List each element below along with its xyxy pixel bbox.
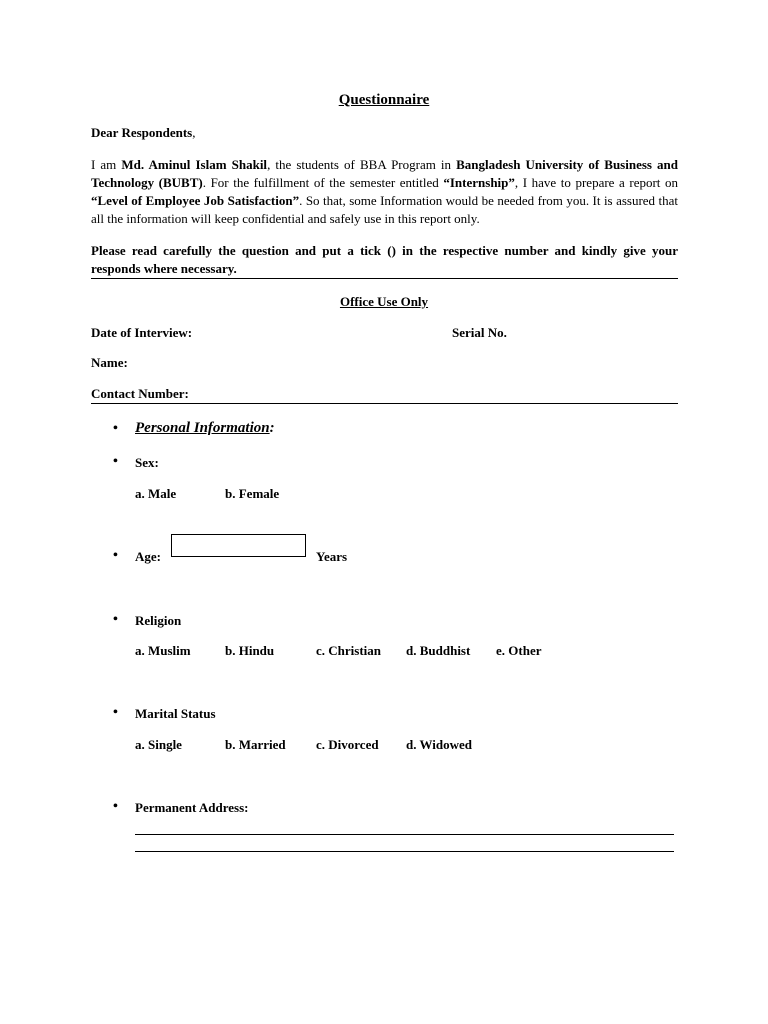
religion-option-christian[interactable]: c. Christian	[316, 643, 381, 658]
greeting-text: Dear Respondents	[91, 125, 193, 140]
office-use-heading: Office Use Only	[339, 294, 429, 309]
bullet-icon: •	[113, 612, 118, 627]
divider-top	[91, 278, 678, 279]
permanent-address-label: Permanent Address:	[135, 800, 249, 815]
religion-option-hindu[interactable]: b. Hindu	[225, 643, 275, 658]
intro-text-1: I am	[91, 157, 122, 172]
address-line-1[interactable]	[135, 834, 674, 835]
intro-paragraph	[91, 156, 678, 228]
intro-text-4: , I have to prepare a report on	[514, 175, 678, 190]
bullet-icon: •	[113, 799, 118, 814]
sex-label: Sex:	[135, 455, 159, 470]
age-label: Age:	[135, 549, 161, 564]
contact-number-label: Contact Number:	[91, 386, 189, 401]
marital-option-divorced[interactable]: c. Divorced	[316, 737, 379, 752]
age-input-box[interactable]	[171, 534, 306, 557]
address-line-2[interactable]	[135, 851, 674, 852]
bullet-icon: •	[113, 454, 118, 469]
personal-info-title: Personal Information	[135, 420, 270, 436]
religion-option-muslim[interactable]: a. Muslim	[135, 643, 191, 658]
intro-text-2: , the students of BBA Program in	[267, 157, 457, 172]
page-title: Questionnaire	[338, 92, 430, 108]
university-name: Bangladesh University of Business and Technology (BUBT)	[91, 157, 679, 190]
intro-text-5: . So that, some Information would be needed from you. It is assured that all the information will keep confidential and safely use in this report only.	[91, 193, 679, 226]
name-label: Name:	[91, 355, 128, 370]
religion-option-other[interactable]: e. Other	[496, 643, 542, 658]
divider-office	[91, 403, 678, 404]
date-of-interview-label: Date of Interview:	[91, 325, 193, 340]
course-name: “Internship”	[443, 175, 515, 190]
personal-info-heading	[135, 420, 275, 437]
greeting	[91, 125, 196, 141]
marital-option-married[interactable]: b. Married	[225, 737, 286, 752]
report-topic: “Level of Employee Job Satisfaction”	[91, 193, 300, 208]
instruction-text: Please read carefully the question and put a tick () in the respective number and kindly give your responds where necessary.	[91, 243, 678, 276]
bullet-icon: •	[113, 421, 118, 436]
age-unit-label: Years	[316, 549, 348, 564]
bullet-icon: •	[113, 705, 118, 720]
marital-status-label: Marital Status	[135, 706, 216, 721]
sex-option-female[interactable]: b. Female	[225, 486, 280, 501]
marital-option-single[interactable]: a. Single	[135, 737, 182, 752]
author-name: Md. Aminul Islam Shakil	[121, 157, 268, 172]
serial-no-label: Serial No.	[452, 325, 507, 340]
religion-label: Religion	[135, 613, 182, 628]
personal-info-colon: :	[269, 420, 275, 436]
intro-text-3: . For the fulfillment of the semester entitled	[202, 175, 444, 190]
greeting-comma: ,	[192, 125, 196, 140]
religion-option-buddhist[interactable]: d. Buddhist	[406, 643, 471, 658]
sex-option-male[interactable]: a. Male	[135, 486, 177, 501]
bullet-icon: •	[113, 548, 118, 563]
marital-option-widowed[interactable]: d. Widowed	[406, 737, 472, 752]
